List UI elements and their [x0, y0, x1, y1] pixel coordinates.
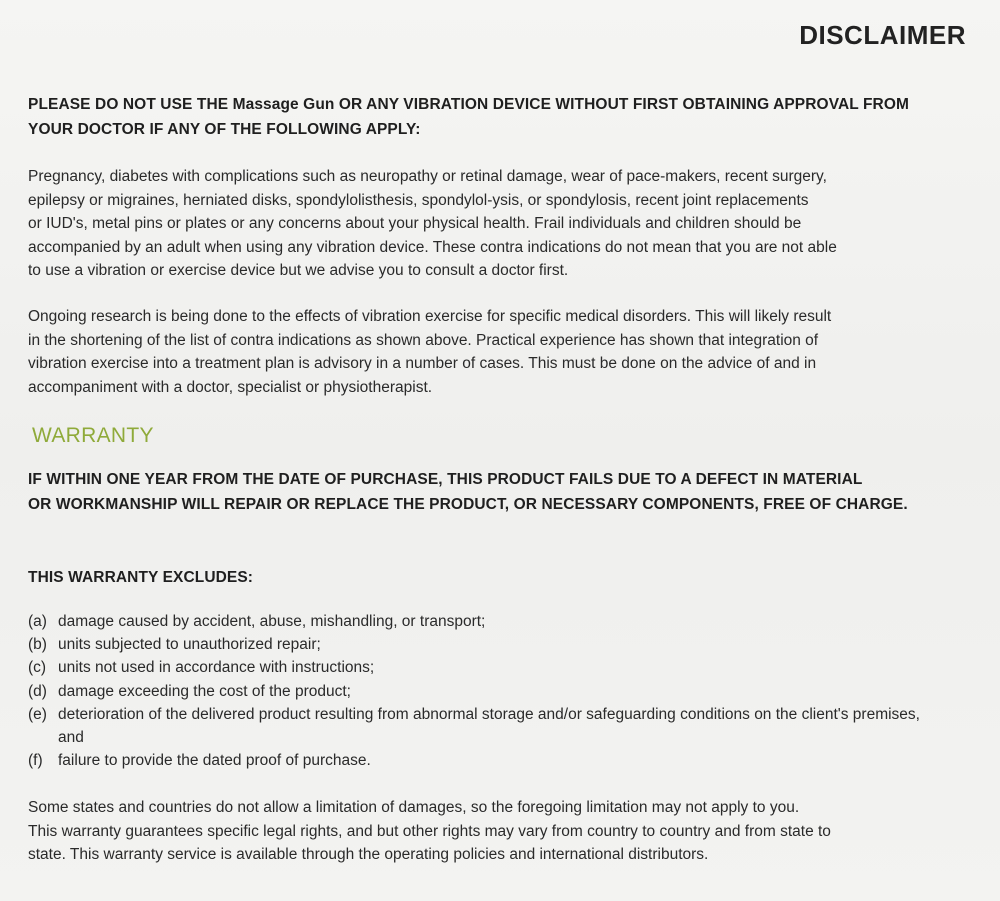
paragraph-line: This warranty guarantees specific legal rights, and but other rights may vary from country to country and from state to [28, 822, 831, 840]
disclaimer-warning-line: YOUR DOCTOR IF ANY OF THE FOLLOWING APPLY: [28, 121, 421, 138]
warranty-excludes-heading: THIS WARRANTY EXCLUDES: [28, 569, 254, 586]
exclusion-list [28, 610, 928, 772]
disclaimer-paragraph-research [28, 305, 973, 399]
exclusion-text: failure to provide the dated proof of purchase. [58, 752, 371, 770]
disclaimer-warning [28, 92, 973, 142]
warranty-statement [28, 467, 973, 517]
paragraph-line: Ongoing research is being done to the effects of vibration exercise for specific medical disorders. This will likely result [28, 308, 832, 325]
disclaimer-title: DISCLAIMER [799, 20, 966, 50]
paragraph-line: accompaniment with a doctor, specialist or physiotherapist. [28, 378, 433, 396]
disclaimer-paragraph-contraindications [28, 165, 973, 283]
exclusion-marker: (d) [28, 682, 47, 700]
paragraph-line: accompanied by an adult when using any vibration device. These contra indications do not mean that you are not able [28, 238, 837, 256]
warranty-heading: WARRANTY [32, 424, 154, 447]
exclusion-text: damage exceeding the cost of the product; [58, 682, 351, 700]
exclusion-text: damage caused by accident, abuse, mishandling, or transport; [58, 613, 486, 630]
exclusion-marker: (b) [28, 636, 47, 654]
exclusion-text: units subjected to unauthorized repair; [58, 636, 321, 654]
exclusion-item [28, 680, 928, 703]
paragraph-line: Some states and countries do not allow a limitation of damages, so the foregoing limitation may not apply to you. [28, 799, 800, 816]
exclusion-item [28, 703, 928, 749]
warranty-closing [28, 796, 973, 867]
exclusion-item [28, 633, 928, 656]
paragraph-line: Pregnancy, diabetes with complications such as neuropathy or retinal damage, wear of pace-makers, recent surgery, [28, 168, 827, 185]
exclusion-marker: (f) [28, 752, 43, 770]
paragraph-line: or IUD's, metal pins or plates or any concerns about your physical health. Frail individuals and children should be [28, 215, 802, 232]
paragraph-line: state. This warranty service is available through the operating policies and international distributors. [28, 846, 709, 863]
exclusion-marker: (a) [28, 613, 47, 630]
paragraph-line: in the shortening of the list of contra indications as shown above. Practical experience has shown that integration of [28, 331, 819, 349]
warranty-statement-line: IF WITHIN ONE YEAR FROM THE DATE OF PURCHASE, THIS PRODUCT FAILS DUE TO A DEFECT IN MATERIAL [28, 471, 863, 488]
warranty-exclusions [28, 610, 928, 772]
paragraph-line: vibration exercise into a treatment plan is advisory in a number of cases. This must be done on the advice of and in [28, 355, 817, 372]
paragraph-line: to use a vibration or exercise device but we advise you to consult a doctor first. [28, 262, 569, 279]
disclaimer-warning-line: PLEASE DO NOT USE THE Massage Gun OR ANY VIBRATION DEVICE WITHOUT FIRST OBTAINING APPROVAL FROM [28, 96, 910, 113]
exclusion-text: deterioration of the delivered product resulting from abnormal storage and/or safeguarding conditions on the client's premises, and [58, 705, 920, 747]
warranty-excludes-heading-wrap [28, 565, 973, 590]
exclusion-item [28, 749, 928, 772]
exclusion-marker: (c) [28, 659, 47, 677]
exclusion-item [28, 610, 928, 633]
paragraph-line: epilepsy or migraines, herniated disks, spondylolisthesis, spondylol-ysis, or spondylosis, recent joint replacements [28, 191, 809, 209]
exclusion-item [28, 656, 928, 679]
warranty-statement-line: OR WORKMANSHIP WILL REPAIR OR REPLACE THE PRODUCT, OR NECESSARY COMPONENTS, FREE OF CHARGE. [28, 496, 908, 513]
exclusion-marker: (e) [28, 705, 47, 723]
exclusion-text: units not used in accordance with instructions; [58, 659, 375, 677]
